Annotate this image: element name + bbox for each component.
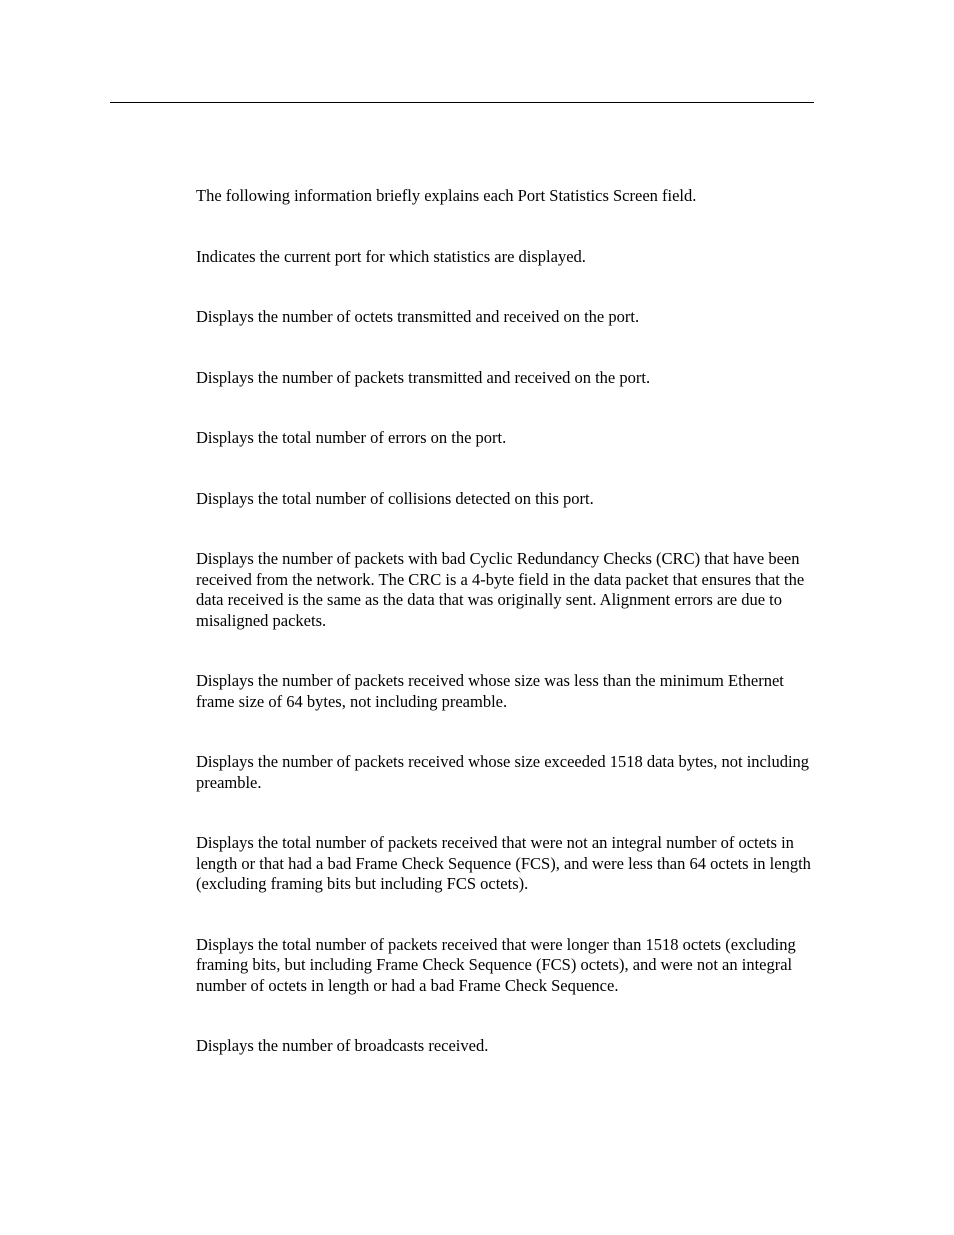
field-description-broadcasts: Displays the number of broadcasts received. xyxy=(196,1036,489,1055)
field-description-collisions: Displays the total number of collisions detected on this port. xyxy=(196,488,594,508)
field-description-frames: Displays the number of packets transmitted and received on the port. xyxy=(196,367,651,387)
field-description-bytes: Displays the number of octets transmitted and received on the port. xyxy=(196,307,640,326)
field-description-runts: Displays the number of packets received whose size was less than the minimum Ethernet frame size of 64 bytes, not including preamble. xyxy=(196,671,784,711)
field-description-jabbers: Displays the total number of packets received that were longer than 1518 octets (excluding framing bits, but including Frame Check Sequence (FCS) octets), and were not an integral number of octets in length or had a bad Frame Check Sequence. xyxy=(196,934,796,995)
field-description-port: Indicates the current port for which statistics are displayed. xyxy=(196,246,586,266)
field-description-crc-alignment: Displays the number of packets with bad Cyclic Redundancy Checks (CRC) that have been received from the network. The CRC is a 4-byte field in the data packet that ensures that the data received is the same as the data that was originally sent. Alignment errors are due to misaligned packets. xyxy=(196,549,805,630)
intro-paragraph: The following information briefly explains each Port Statistics Screen field. xyxy=(196,186,697,205)
document-body xyxy=(196,186,816,1097)
header-rule xyxy=(110,102,814,103)
field-description-total-errors: Displays the total number of errors on the port. xyxy=(196,428,507,447)
field-description-giants: Displays the number of packets received whose size exceeded 1518 data bytes, not including preamble. xyxy=(196,752,810,792)
field-description-fragments: Displays the total number of packets received that were not an integral number of octets in length or that had a bad Frame Check Sequence (FCS), and were less than 64 octets in length (excluding framing bits but including FCS octets). xyxy=(196,833,811,893)
